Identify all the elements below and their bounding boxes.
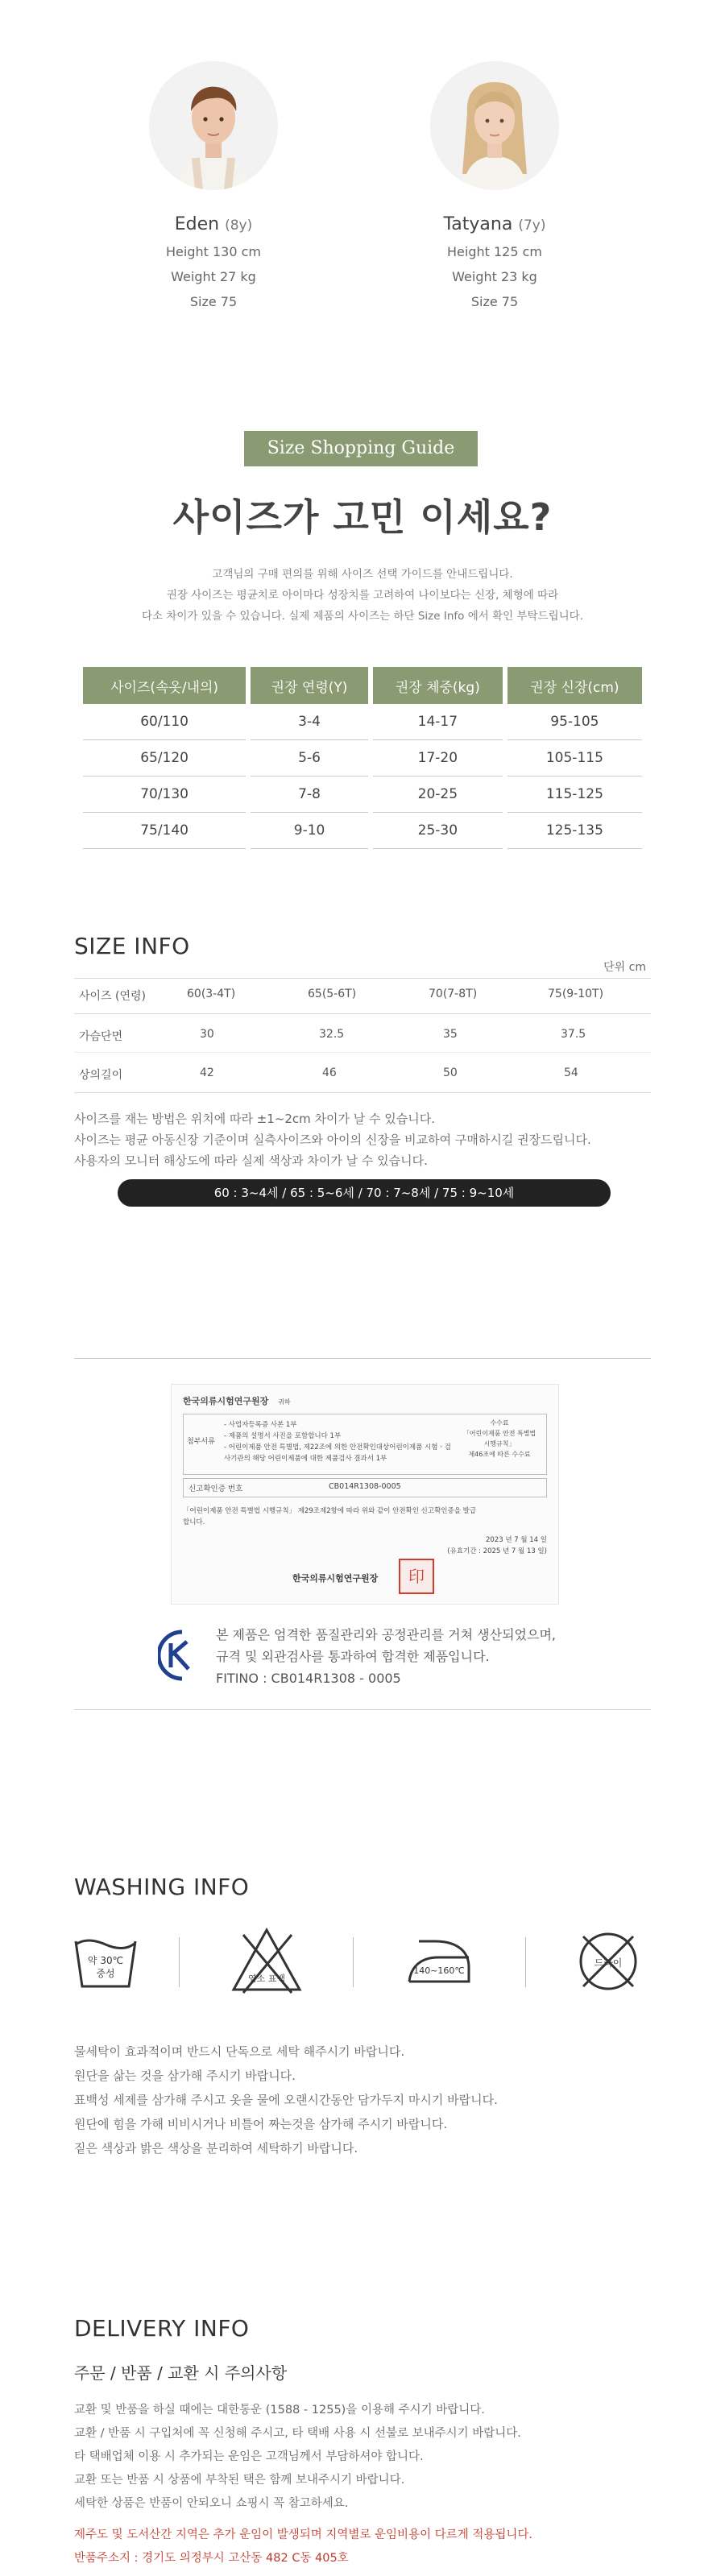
delivery-info-title: DELIVERY INFO — [74, 2315, 250, 2342]
table-header: 권장 신장(cm) — [505, 667, 642, 704]
size-info-cell: 37.5 — [561, 1028, 586, 1041]
size-info-cell: 46 — [322, 1066, 337, 1079]
size-info-cell: 가슴단면 — [79, 1030, 123, 1043]
divider — [74, 1052, 651, 1053]
divider — [74, 1013, 651, 1014]
guide-description: 고객님의 구매 편의를 위해 사이즈 선택 가이드를 안내드립니다. 권장 사이즈는 평균치로 아이마다 성장치를 고려하여 나이보다는 신장, 체형에 따라 다소 차이가 있을 수 있습니다. 실제 제품의 사이즈는 하단 Size Info 에서 확인 부탁드립니다. — [142, 568, 583, 623]
dry-clean-label: 드라이 — [594, 1957, 623, 1969]
model-height: Height 125 cm — [447, 244, 542, 259]
cert-fee: 수수료 「어린이제품 안전 특별법 시행규칙」 제46조에 따른 수수료 — [462, 1419, 536, 1458]
model-photo-tatyana — [430, 61, 559, 190]
divider — [353, 1937, 354, 1987]
wash-30-icon — [69, 1925, 142, 1998]
bleach-label: 염소 표백 — [247, 1973, 285, 1984]
cert-number-box — [183, 1478, 547, 1497]
size-info-header: 60(3-4T) — [187, 988, 236, 1000]
divider — [74, 1358, 651, 1359]
table-cell: 5-6 — [248, 740, 371, 777]
size-info-cell: 30 — [200, 1028, 214, 1041]
model-eden — [125, 61, 302, 309]
size-notes: 사이즈를 재는 방법은 위치에 따라 ±1~2cm 차이가 날 수 있습니다. 사이즈는 평균 아동신장 기준이며 실측사이즈와 아이의 신장을 비교하여 구매하시길 권장드립니다. 사용자의 모니터 해상도에 따라 실제 색상과 차이가 날 수 있습니다. — [74, 1112, 591, 1168]
official-seal: 印 — [399, 1559, 434, 1594]
table-cell: 125-135 — [505, 813, 642, 849]
table-cell: 115-125 — [505, 777, 642, 813]
wash-temp-label: 약 30℃ — [87, 1955, 124, 1966]
delivery-instructions: 교환 및 반품을 하실 때에는 대한통운 (1588 - 1255)을 이용해 주시기 바랍니다. 교환 / 반품 시 구입처에 꼭 신청해 주시고, 타 택배 사용 시 선불로 보내주시기 바랍니다. 타 택배업체 이용 시 추가되는 운임은 고객님께서 부담하셔야 합니다. 교환 또는 반품 시 상품에 부착된 택은 함께 보내주시기 바랍니다. 세탁한 상품은 반품이 안되오니 쇼핑시 꼭 참고하세요. 제주도 및 도서산간 지역은 추가 운임이 발생되며 지역별로 운임비용이 다르게 적용됩니다. 반품주소지 : 경기도 의정부시 고산동 482 C동 405호 — [74, 2399, 532, 2570]
washing-instructions: 물세탁이 효과적이며 반드시 단독으로 세탁 해주시기 바랍니다. 원단을 삶는 것을 삼가해 주시기 바랍니다. 표백성 세제를 삼가해 주시고 옷을 물에 오랜시간동안 담가두지 마시기 바랍니다. 원단에 힘을 가해 비비시거나 비틀어 짜는것을 삼가해 주시기 바랍니다. 짙은 색상과 밝은 색상을 분리하여 세탁하기 바랍니다. — [74, 2044, 498, 2156]
size-info-cell: 32.5 — [319, 1028, 345, 1041]
delivery-warning: 제주도 및 도서산간 지역은 추가 운임이 발생되며 지역별로 운임비용이 다르게 적용됩니다. — [74, 2528, 532, 2541]
cert-header-small: 귀하 — [278, 1398, 291, 1406]
cert-side-label: 첨부서류 — [187, 1438, 215, 1446]
divider — [179, 1937, 180, 1987]
no-bleach-icon — [230, 1925, 303, 1998]
size-guide-table — [83, 667, 642, 849]
table-row — [83, 777, 642, 813]
iron-temp-label: 140~160℃ — [413, 1965, 465, 1976]
table-cell: 95-105 — [505, 704, 642, 740]
size-info-cell: 54 — [564, 1066, 578, 1079]
table-header: 사이즈(속옷/내의) — [83, 667, 248, 704]
divider — [525, 1937, 526, 1987]
size-info-cell: 50 — [443, 1066, 458, 1079]
size-info-header: 65(5-6T) — [308, 988, 357, 1000]
safety-certificate — [171, 1384, 559, 1605]
cert-items-box — [183, 1414, 547, 1475]
divider — [74, 978, 651, 979]
unit-label: 단위 cm — [603, 961, 646, 974]
size-info-title: SIZE INFO — [74, 933, 190, 959]
kc-mark-icon — [158, 1629, 200, 1682]
size-info-cell: 상의길이 — [79, 1069, 123, 1082]
wash-detergent-label: 중성 — [96, 1968, 115, 1979]
cert-number-value: CB014R1308-0005 — [329, 1482, 401, 1491]
table-row — [83, 704, 642, 740]
size-info-cell: 35 — [443, 1028, 458, 1041]
table-cell: 7-8 — [248, 777, 371, 813]
model-weight: Weight 27 kg — [171, 269, 256, 284]
return-address: 반품주소지 : 경기도 의정부시 고산동 482 C동 405호 — [74, 2552, 349, 2565]
table-row — [83, 813, 642, 849]
table-cell: 3-4 — [248, 704, 371, 740]
cert-date: 2023 년 7 월 14 일 (유효기간 : 2025 년 7 월 13 일) — [447, 1536, 547, 1555]
size-info-cell: 42 — [200, 1066, 214, 1079]
kc-certification-text: 본 제품은 엄격한 품질관리와 공정관리를 거쳐 생산되었으며, 규격 및 외관검사를 통과하여 합격한 제품입니다. FITINO : CB014R1308 - 0005 — [216, 1627, 557, 1686]
table-cell: 75/140 — [83, 813, 248, 849]
table-cell: 60/110 — [83, 704, 248, 740]
model-tatyana — [406, 61, 583, 309]
no-dry-clean-icon — [572, 1925, 644, 1998]
table-cell: 25-30 — [371, 813, 505, 849]
cert-header: 한국의류시험연구원장 — [183, 1396, 269, 1406]
table-cell: 105-115 — [505, 740, 642, 777]
iron-icon — [403, 1925, 475, 1998]
size-info-header: 사이즈 (연령) — [79, 990, 146, 1003]
table-cell: 9-10 — [248, 813, 371, 849]
size-info-header: 75(9-10T) — [548, 988, 604, 1000]
size-info-header: 70(7-8T) — [429, 988, 478, 1000]
model-weight: Weight 23 kg — [452, 269, 537, 284]
model-size: Size 75 — [189, 294, 238, 309]
table-header: 권장 연령(Y) — [248, 667, 371, 704]
washing-info-title: WASHING INFO — [74, 1874, 250, 1900]
table-cell: 70/130 — [83, 777, 248, 813]
table-cell: 17-20 — [371, 740, 505, 777]
divider — [74, 1709, 651, 1710]
model-size: Size 75 — [470, 294, 519, 309]
cert-body: 「어린이제품 안전 특별법 시행규칙」 제29조제2항에 따라 위와 같이 안전확인 신고확인증을 발급 합니다. — [183, 1507, 477, 1526]
model-name: Tatyana (7y) — [443, 214, 546, 234]
table-row — [83, 740, 642, 777]
delivery-subtitle: 주문 / 반품 / 교환 시 주의사항 — [74, 2363, 288, 2383]
model-name: Eden (8y) — [174, 214, 253, 234]
divider — [74, 1092, 651, 1093]
cert-number-label: 신고확인증 번호 — [188, 1485, 243, 1493]
table-cell: 65/120 — [83, 740, 248, 777]
table-header: 권장 체중(kg) — [371, 667, 505, 704]
guide-title: 사이즈가 고민 이세요? — [172, 495, 553, 539]
cert-issuer: 한국의류시험연구원장 — [292, 1573, 379, 1584]
size-guide-badge: Size Shopping Guide — [244, 431, 478, 466]
age-size-bar: 60 : 3~4세 / 65 : 5~6세 / 70 : 7~8세 / 75 : 9~10세 — [118, 1179, 611, 1207]
table-cell: 14-17 — [371, 704, 505, 740]
table-cell: 20-25 — [371, 777, 505, 813]
model-photo-eden — [149, 61, 278, 190]
table-header-row — [83, 667, 642, 704]
model-height: Height 130 cm — [166, 244, 261, 259]
cert-items: - 사업자등록증 사본 1부 - 제품의 설명서 사진을 포함합니다 1부 - 어린이제품 안전 특별법, 제22조에 의한 안전확인대상어린이제품 시험ㆍ검 사기관의 해당 어린이제품에 대한 제품검사 결과서 1부 — [224, 1421, 451, 1463]
